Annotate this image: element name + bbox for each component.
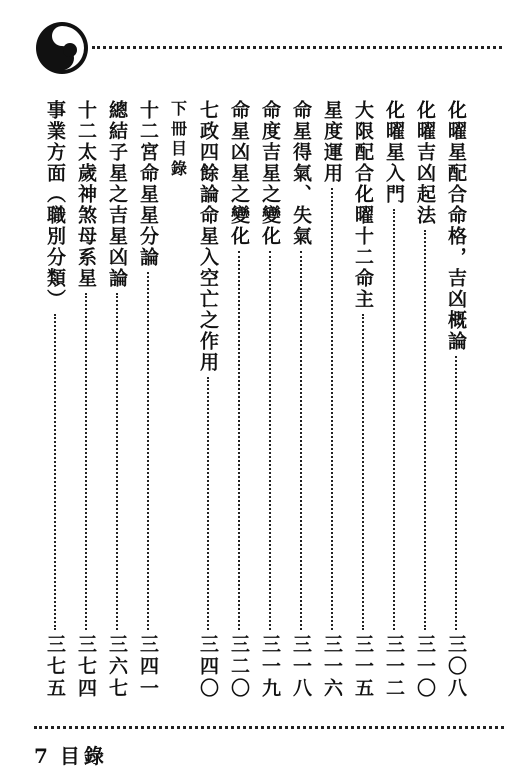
toc-entry[interactable] [196,100,220,700]
toc-entry-title: 大限配合化曜十二命主 [352,100,374,310]
toc-entry-title: 化曜星入門 [383,100,405,205]
dot-leader [331,188,333,630]
toc-entry-page: 三四一 [137,634,159,700]
toc-entry-page: 三一五 [352,634,374,700]
toc-entry[interactable] [351,100,375,700]
toc-entry[interactable] [444,100,468,700]
footer-label: 目錄 [59,744,108,768]
toc-entry-title: 命星凶星之變化 [228,100,250,247]
dot-leader [207,377,209,630]
top-dotted-rule [92,46,502,49]
toc-entry-title: 星度運用 [321,100,343,184]
page-number: 7 [34,744,52,768]
toc-entry-page: 三〇八 [445,634,467,700]
toc-entry-title: 事業方面（職別分類） [44,100,66,310]
bottom-dotted-rule [34,726,504,729]
toc-entry-page: 三一八 [290,634,312,700]
toc-entry[interactable] [227,100,251,700]
section-heading: 下冊目錄 [168,100,188,180]
toc-entry-title: 十二太歲神煞母系星 [75,100,97,289]
toc-entry-page: 三一二 [383,634,405,700]
table-of-contents [0,100,525,700]
toc-entry-title: 命度吉星之變化 [259,100,281,247]
dot-leader [455,356,457,630]
toc-entry[interactable] [413,100,437,700]
toc-entry[interactable] [43,100,67,700]
dot-leader [116,293,118,630]
dot-leader [147,272,149,630]
dot-leader [424,230,426,630]
toc-entry-title: 七政四餘論命星入空亡之作用 [197,100,219,373]
toc-entry-page: 三一九 [259,634,281,700]
dot-leader [238,251,240,630]
toc-entry-page: 三一〇 [414,634,436,700]
toc-entry-page: 三七五 [44,634,66,700]
toc-entry-page: 三七四 [75,634,97,700]
dot-leader [269,251,271,630]
toc-entry-page: 三二〇 [228,634,250,700]
dot-leader [85,293,87,630]
toc-entry-title: 總結子星之吉星凶論 [106,100,128,289]
toc-entry[interactable] [105,100,129,700]
publisher-logo-icon [34,20,90,76]
toc-entry-page: 三六七 [106,634,128,700]
toc-entry-page: 三四〇 [197,634,219,700]
page-footer [34,740,116,769]
toc-entry-title: 化曜吉凶起法 [414,100,436,226]
dot-leader [54,314,56,630]
section-heading-column [166,100,190,700]
toc-entry-title: 化曜星配合命格，吉凶概論 [445,100,467,352]
toc-entry[interactable] [382,100,406,700]
dot-leader [300,251,302,630]
dot-leader [362,314,364,630]
dot-leader [393,209,395,630]
toc-entry-page: 三一六 [321,634,343,700]
toc-entry[interactable] [258,100,282,700]
toc-entry[interactable] [136,100,160,700]
toc-entry[interactable] [320,100,344,700]
toc-entry[interactable] [74,100,98,700]
toc-entry-title: 十二宮命星星分論 [137,100,159,268]
toc-entry[interactable] [289,100,313,700]
toc-entry-title: 命星得氣、失氣 [290,100,312,247]
